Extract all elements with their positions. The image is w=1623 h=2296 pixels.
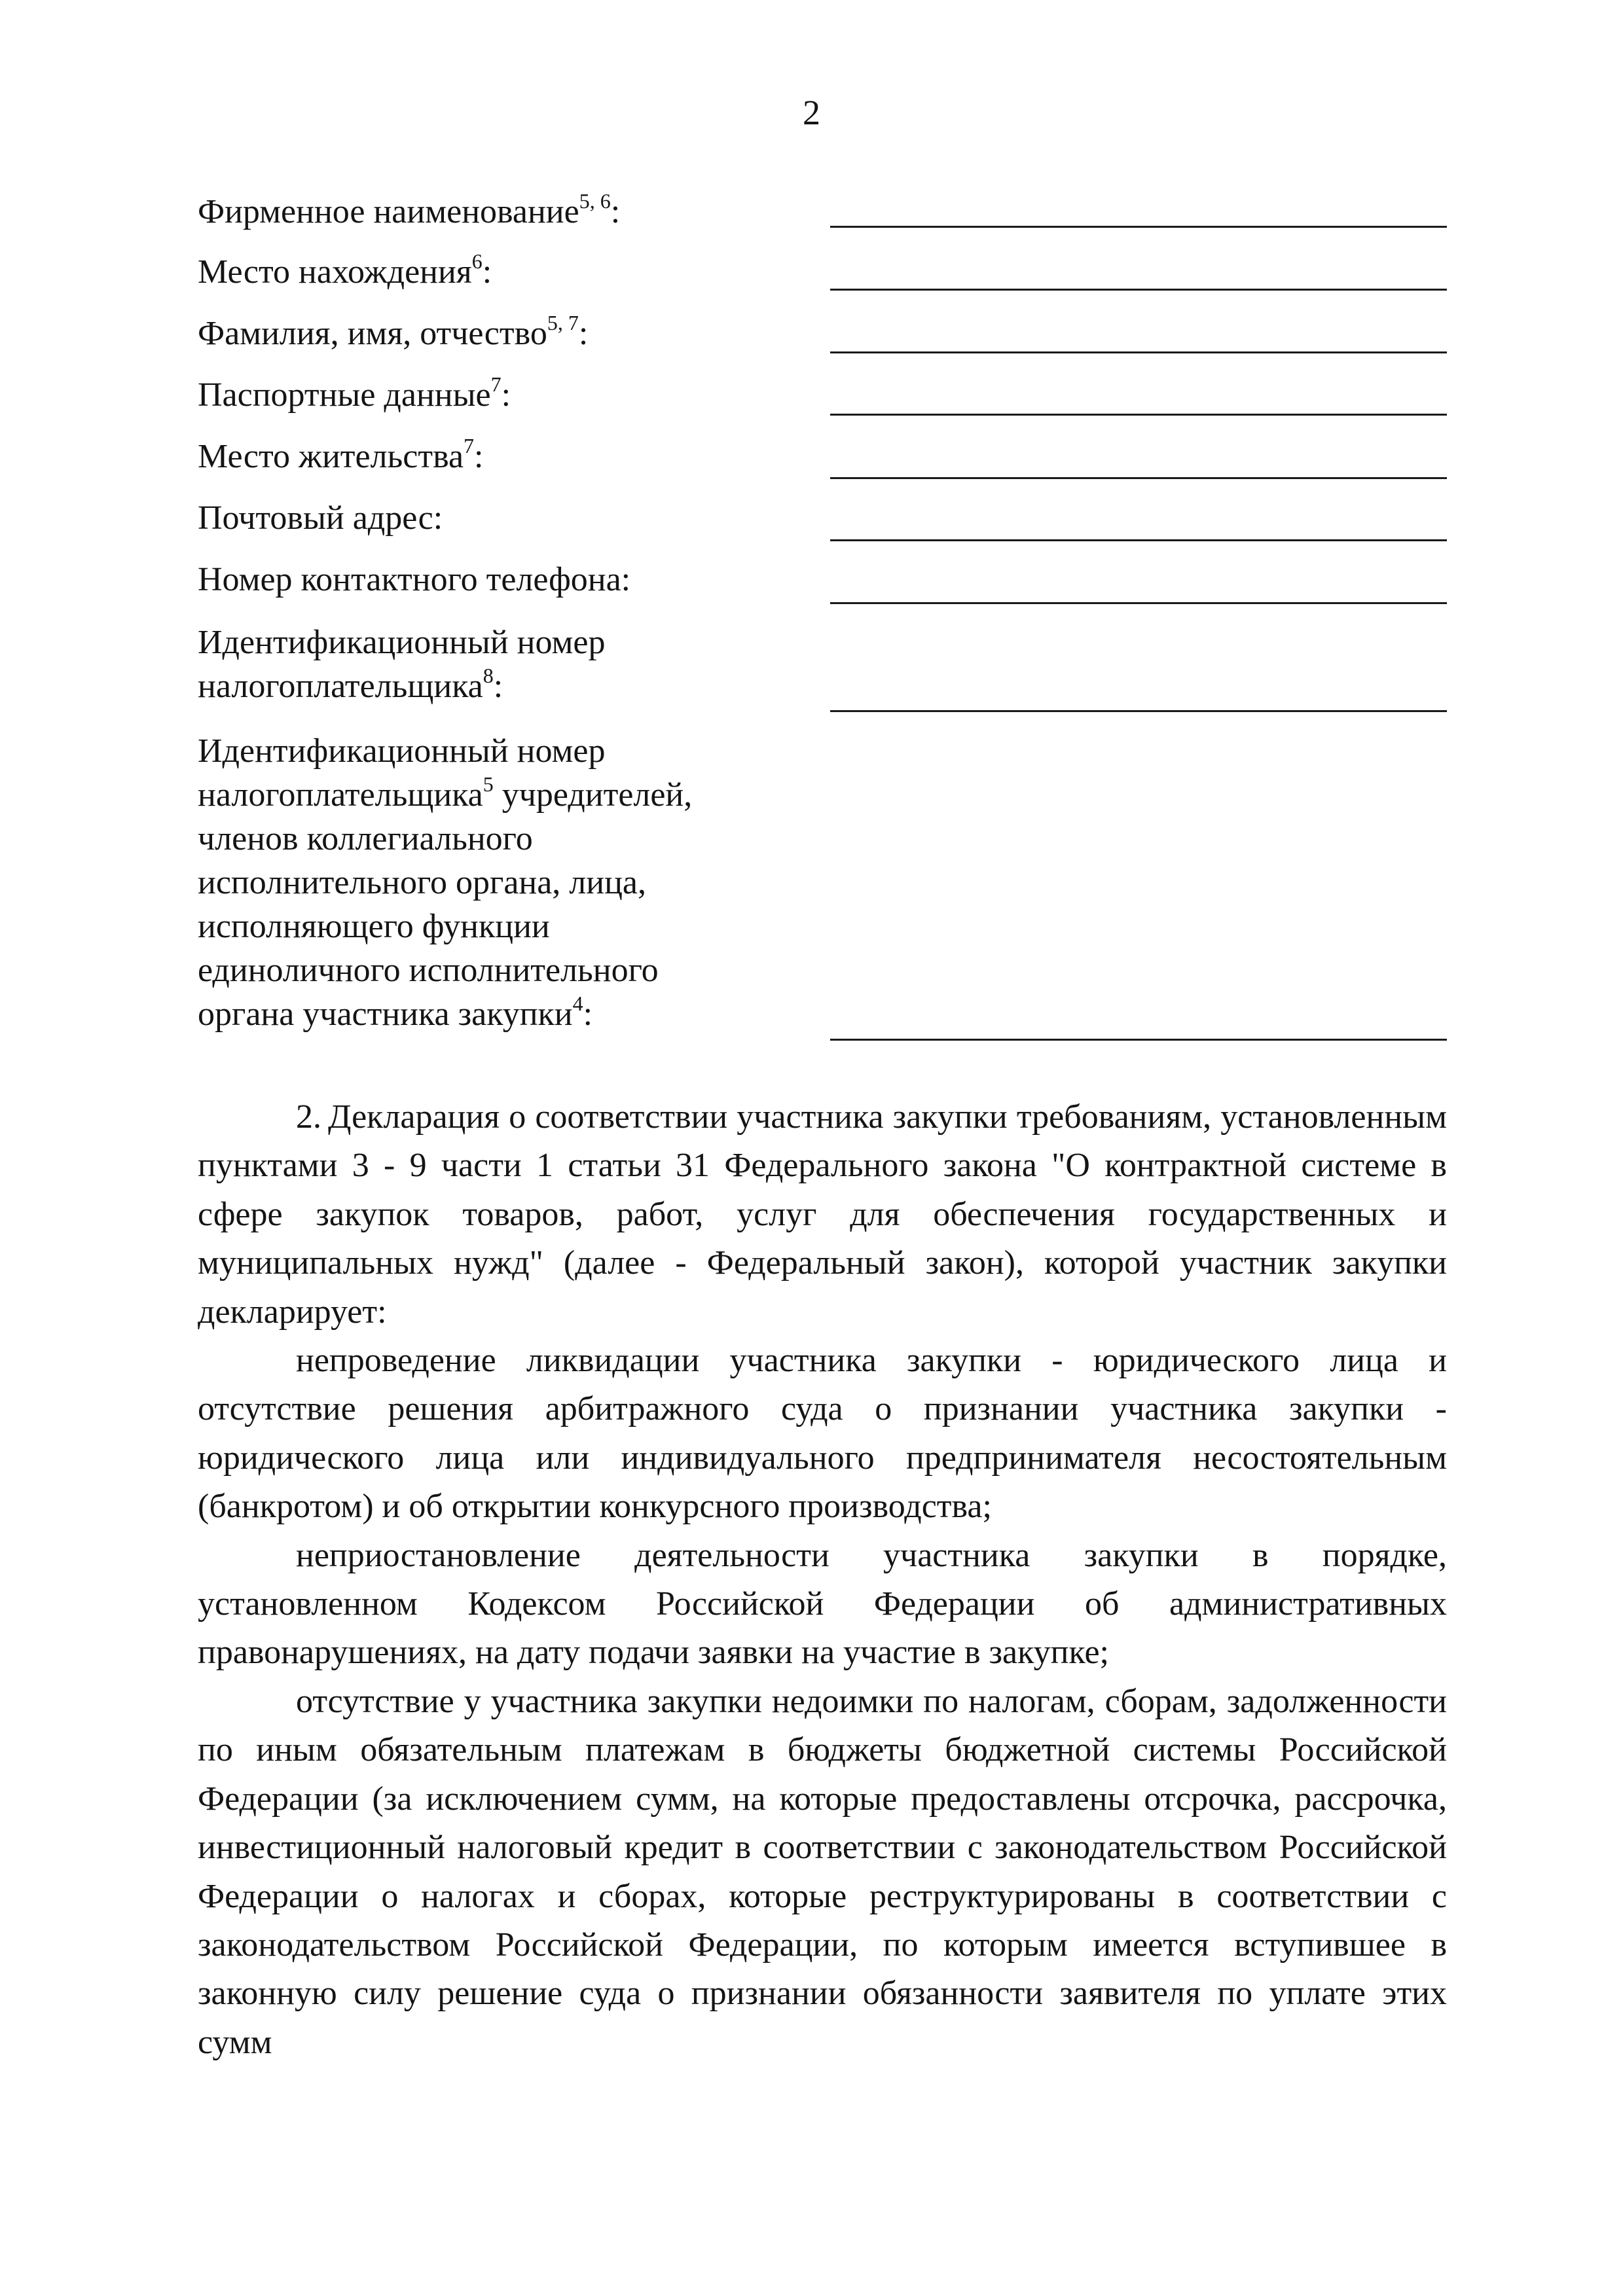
field-label-company-name: Фирменное наименование$^{5, 6}$: bbox=[198, 189, 621, 230]
section-2-intro: 2. Декларация о соответствии участника закупки требованиям, установленным пунктами 3 - 9 части 1 статьи 31 Федерального закона "О контрактной системе в сфере закупок товаров, работ, услуг для обеспечения государственных и муниципальных нужд" (далее - Федеральный закон), которой участник закупки декларирует: bbox=[198, 1098, 1447, 1331]
field-label-location: Место нахождения$^6$: bbox=[198, 249, 492, 291]
field-label-passport: Паспортные данные$^7$: bbox=[198, 372, 511, 414]
field-label-phone: Номер контактного телефона: bbox=[198, 561, 631, 598]
field-line-location[interactable] bbox=[830, 289, 1447, 291]
page-number: 2 bbox=[803, 93, 820, 132]
field-label-inn: Идентификационный номер налогоплательщика$^8$: bbox=[198, 624, 606, 705]
field-line-full-name[interactable] bbox=[830, 351, 1447, 353]
declaration-item-tax-arrears: отсутствие у участника закупки недоимки по налогам, сборам, задолженности по иным обязательным платежам в бюджеты бюджетной системы Российской Федерации (за исключением сумм, на которые предоставлены отсрочка, рассрочка, инвестиционный налоговый кредит в соответствии с законодательством Российской Федерации о налогах и сборах, которые реструктурированы в соответствии с законодательством Российской Федерации, по которым имеется вступившее в законную силу решение суда о признании обязанности заявителя по уплате этих сумм bbox=[198, 1682, 1447, 2061]
field-line-residence[interactable] bbox=[830, 477, 1447, 479]
field-line-company-name[interactable] bbox=[830, 226, 1447, 228]
field-label-founders-inn: Идентификационный номер налогоплательщика$^5$ учредителей, членов коллегиального исполнительного органа, лица, исполняющего функции единоличного исполнительного органа участника закупки$^4$: bbox=[198, 732, 693, 1033]
section-2-declaration bbox=[198, 1093, 1447, 2067]
field-label-postal-address: Почтовый адрес: bbox=[198, 499, 443, 537]
field-line-inn[interactable] bbox=[830, 710, 1447, 712]
field-line-passport[interactable] bbox=[830, 414, 1447, 416]
field-line-founders-inn[interactable] bbox=[830, 1039, 1447, 1041]
field-label-residence: Место жительства$^7$: bbox=[198, 434, 484, 475]
field-line-phone[interactable] bbox=[830, 602, 1447, 604]
field-line-postal-address[interactable] bbox=[830, 539, 1447, 541]
declaration-item-liquidation: непроведение ликвидации участника закупки - юридического лица и отсутствие решения арбитражного суда о признании участника закупки - юридического лица или индивидуального предпринимателя несостоятельным (банкротом) и об открытии конкурсного производства; bbox=[198, 1342, 1447, 1526]
field-label-full-name: Фамилия, имя, отчество$^{5, 7}$: bbox=[198, 311, 589, 352]
declaration-item-suspension: неприостановление деятельности участника закупки в порядке, установленном Кодексом Российской Федерации об административных правонарушениях, на дату подачи заявки на участие в закупке; bbox=[198, 1536, 1447, 1672]
